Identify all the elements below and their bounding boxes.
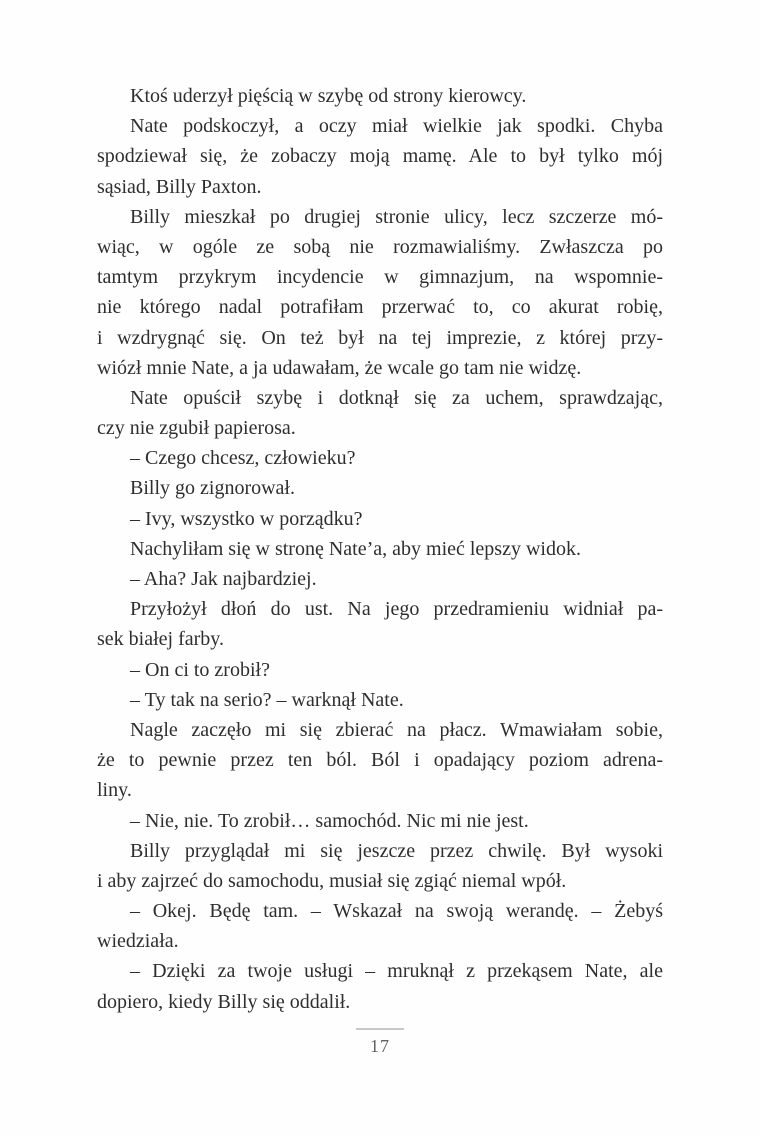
text-line: – Ivy, wszystko w porządku? [130,507,363,530]
footer-divider [356,1028,404,1030]
text-line: – Nie, nie. To zrobił… samochód. Nic mi nie jest. [130,809,529,832]
paragraph [97,594,663,654]
text-line: Nachyliłam się w stronę Nate’a, aby mieć lepszy widok. [130,537,581,560]
page-footer [97,1028,663,1056]
paragraph [97,202,663,383]
paragraph [97,715,663,806]
paragraph [97,443,663,473]
text-line: spodziewał się, że zobaczy moją mamę. Ale to był tylko mój [97,145,663,168]
text-line: i aby zajrzeć do samochodu, musiał się zgiąć niemal wpół. [97,869,567,892]
text-line: liny. [97,779,132,802]
body-text [97,81,663,1017]
text-line: wiózł mnie Nate, a ja udawałam, że wcale go tam nie widzę. [97,356,582,379]
text-line: Nate opuścił szybę i dotknął się za uchem, sprawdzając, [130,386,663,409]
text-line: i wzdrygnąć się. On też był na tej imprezie, z której przy- [97,326,663,349]
text-line: sek białej farby. [97,628,224,651]
text-line: – Aha? Jak najbardziej. [130,568,317,590]
text-line: – Ty tak na serio? – warknął Nate. [130,688,404,711]
paragraph [97,806,663,836]
paragraph [97,111,663,202]
text-line: nie którego nadal potrafiłam przerwać to, co akurat robię, [97,296,663,319]
text-line: Nagle zaczęło mi się zbierać na płacz. Wmawiałam sobie, [130,718,663,741]
text-line: Billy przyglądał mi się jeszcze przez chwilę. Był wysoki [130,839,663,862]
paragraph [97,564,663,594]
text-line: że to pewnie przez ten ból. Ból i opadający poziom adrena- [97,749,663,772]
text-line: Billy go zignorował. [130,477,295,500]
paragraph [97,81,663,111]
paragraph [97,504,663,534]
text-line: wiąc, w ogóle ze sobą nie rozmawialiśmy. Zwłaszcza po [97,235,663,258]
paragraph [97,896,663,956]
text-line: – Dzięki za twoje usługi – mruknął z przekąsem Nate, ale [130,960,663,983]
text-line: – On ci to zrobił? [130,658,270,681]
text-line: Billy mieszkał po drugiej stronie ulicy, lecz szczerze mó- [130,205,663,228]
paragraph [97,534,663,564]
text-line: – Okej. Będę tam. – Wskazał na swoją werandę. – Żebyś [130,900,663,923]
text-line: – Czego chcesz, człowieku? [130,447,356,470]
paragraph [97,383,663,443]
paragraph [97,685,663,715]
text-line: sąsiad, Billy Paxton. [97,175,262,198]
text-line: dopiero, kiedy Billy się oddalił. [97,990,351,1013]
paragraph [97,836,663,896]
text-line: Przyłożył dłoń do ust. Na jego przedramieniu widniał pa- [130,598,663,621]
text-line: tamtym przykrym incydencie w gimnazjum, na wspomnie- [97,266,663,289]
text-line: czy nie zgubił papierosa. [97,417,296,440]
text-line: Nate podskoczył, a oczy miał wielkie jak spodki. Chyba [130,115,663,138]
paragraph [97,956,663,1016]
page-number: 17 [370,1036,390,1056]
paragraph [97,473,663,503]
text-line: Ktoś uderzył pięścią w szybę od strony kierowcy. [130,85,527,107]
paragraph [97,655,663,685]
text-line: wiedziała. [97,930,179,953]
